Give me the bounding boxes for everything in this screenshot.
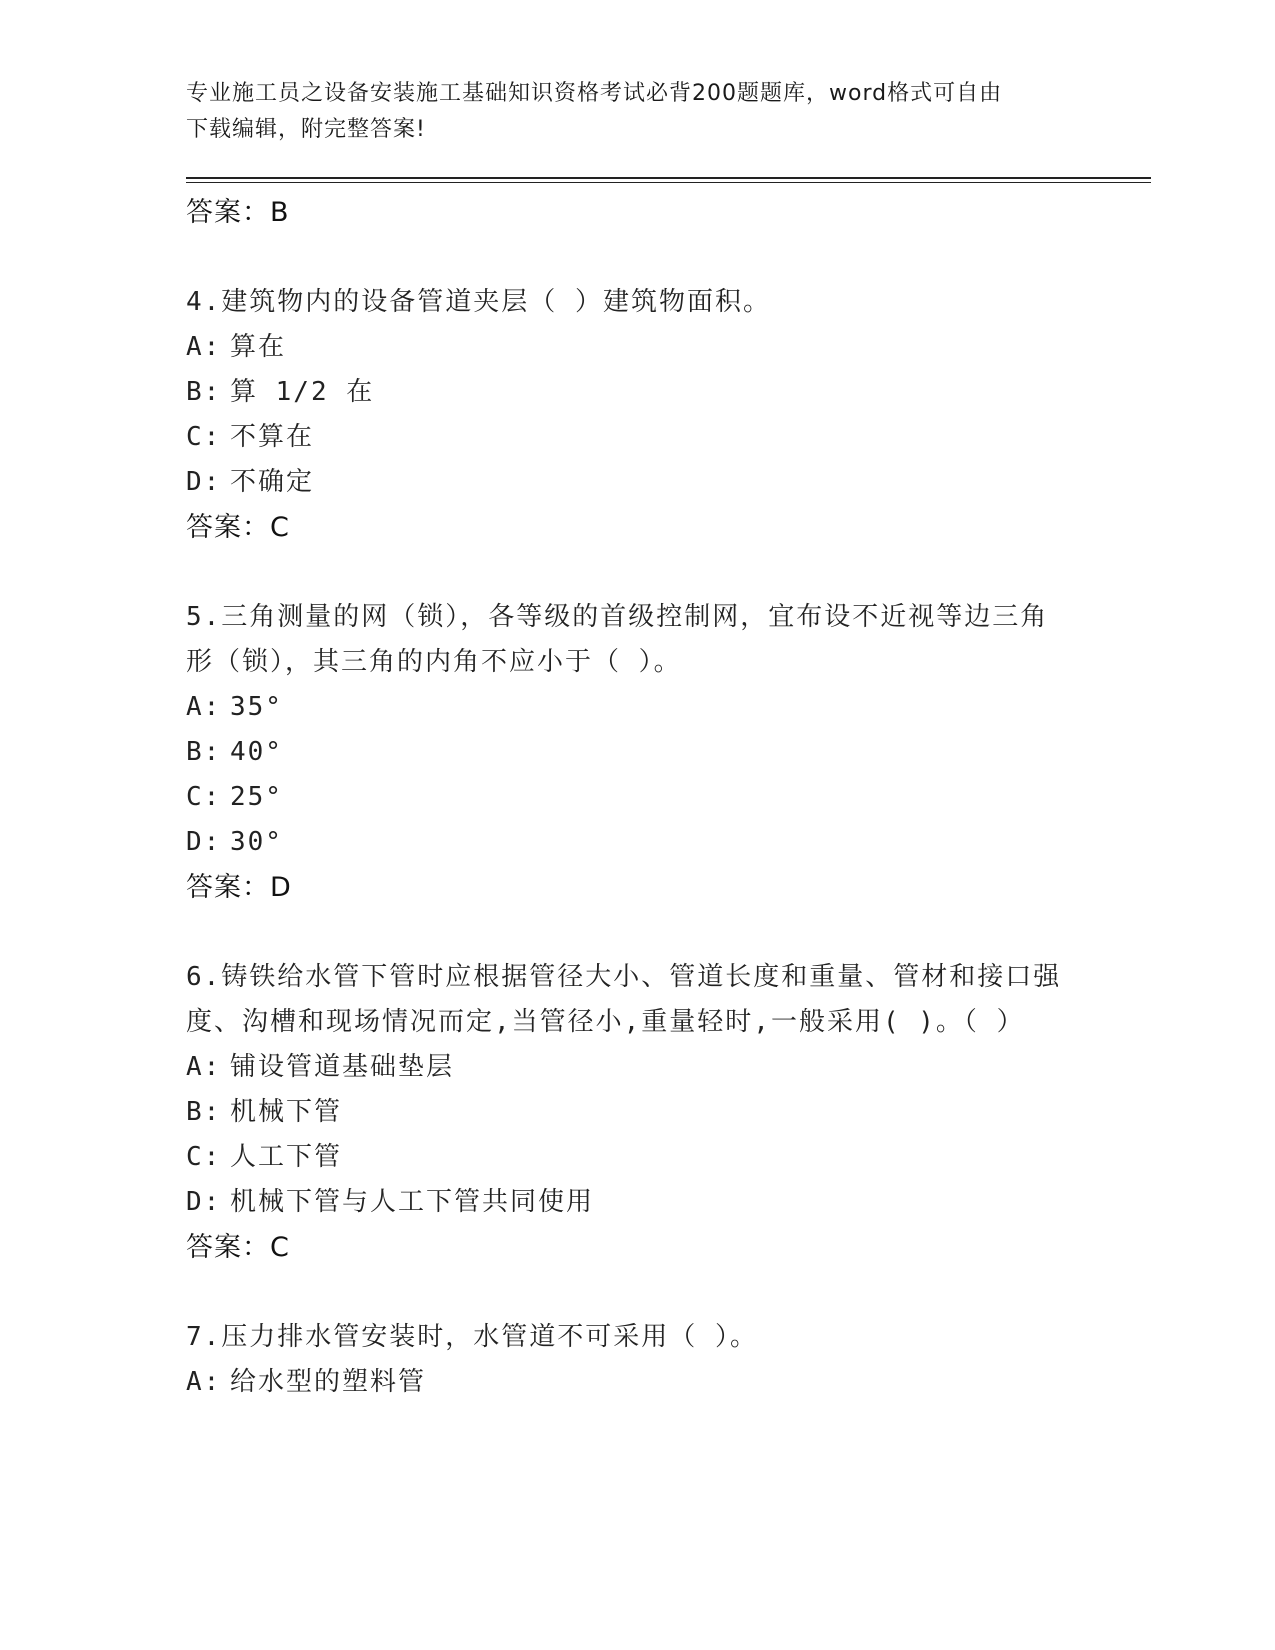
answer-line: 答案：C bbox=[186, 512, 290, 543]
header-divider-thin bbox=[186, 182, 1151, 183]
spacer bbox=[186, 236, 1066, 280]
option-d: D: 30° bbox=[186, 827, 283, 857]
option-a: A: 35° bbox=[186, 692, 283, 722]
question-text: 7.压力排水管安装时，水管道不可采用（ ）。 bbox=[186, 1322, 758, 1352]
answer-line: 答案：B bbox=[186, 197, 290, 228]
header-line-1: 专业施工员之设备安装施工基础知识资格考试必背200题题库，word格式可自由 bbox=[186, 81, 1003, 106]
option-text: 35° bbox=[230, 692, 283, 722]
option-c: C: 不算在 bbox=[186, 422, 315, 452]
header-divider-thick bbox=[186, 177, 1151, 179]
answer-line: 答案：C bbox=[186, 1232, 290, 1263]
option-text: 25° bbox=[230, 782, 283, 812]
option-a: A: 铺设管道基础垫层 bbox=[186, 1052, 455, 1082]
option-text: 不算在 bbox=[230, 422, 315, 452]
option-b: B: 机械下管 bbox=[186, 1097, 343, 1127]
option-text: 人工下管 bbox=[230, 1142, 343, 1172]
question-text: 6.铸铁给水管下管时应根据管径大小、管道长度和重量、管材和接口强度、沟槽和现场情况而定,当管径小,重量轻时,一般采用( )。（ ） bbox=[186, 962, 1062, 1037]
question-text: 5.三角测量的网（锁），各等级的首级控制网，宜布设不近视等边三角形（锁），其三角的内角不应小于（ ）。 bbox=[186, 602, 1049, 677]
option-text: 算 1/2 在 bbox=[230, 377, 375, 407]
question-list bbox=[186, 190, 1066, 1405]
option-text: 机械下管 bbox=[230, 1097, 343, 1127]
option-text: 给水型的塑料管 bbox=[230, 1367, 427, 1397]
spacer bbox=[186, 911, 1066, 955]
option-d: D: 机械下管与人工下管共同使用 bbox=[186, 1187, 595, 1217]
document-header bbox=[186, 76, 1066, 148]
header-line-2: 下载编辑，附完整答案! bbox=[186, 117, 426, 142]
option-d: D: 不确定 bbox=[186, 467, 315, 497]
option-a: A: 算在 bbox=[186, 332, 287, 362]
option-c: C: 人工下管 bbox=[186, 1142, 343, 1172]
option-text: 铺设管道基础垫层 bbox=[230, 1052, 455, 1082]
option-text: 算在 bbox=[230, 332, 287, 362]
spacer bbox=[186, 551, 1066, 595]
option-a: A: 给水型的塑料管 bbox=[186, 1367, 427, 1397]
option-text: 30° bbox=[230, 827, 283, 857]
answer-line: 答案：D bbox=[186, 872, 292, 903]
option-b: B: 算 1/2 在 bbox=[186, 377, 375, 407]
option-b: B: 40° bbox=[186, 737, 283, 767]
spacer bbox=[186, 1271, 1066, 1315]
option-text: 不确定 bbox=[230, 467, 315, 497]
question-text: 4.建筑物内的设备管道夹层（ ）建筑物面积。 bbox=[186, 287, 771, 317]
option-text: 机械下管与人工下管共同使用 bbox=[230, 1187, 595, 1217]
option-text: 40° bbox=[230, 737, 283, 767]
option-c: C: 25° bbox=[186, 782, 283, 812]
